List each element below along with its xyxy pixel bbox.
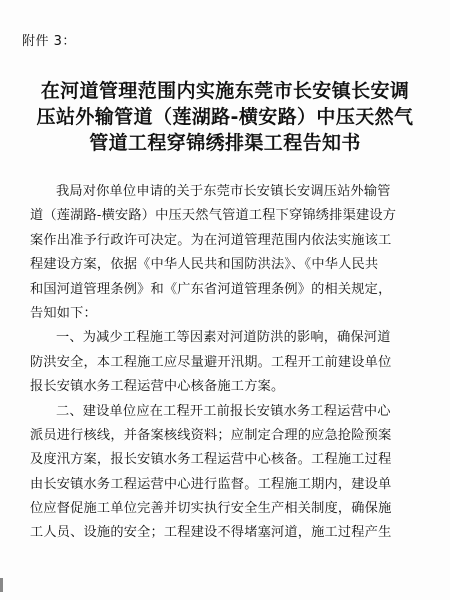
title-line-1: 在河道管理范围内实施东莞市长安镇长安调 <box>40 80 410 102</box>
body-line: 道（莲湖路-横安路）中压天然气管道工程下穿锦绣排渠建设方 <box>30 208 397 224</box>
body-line: 及度汛方案，报长安镇水务工程运营中心核备。工程施工过程 <box>30 452 392 468</box>
body-line: 防洪安全，本工程施工应尽量避开汛期。工程开工前建设单位 <box>30 354 392 370</box>
document-title <box>20 78 430 156</box>
title-line-2: 压站外输管道（莲湖路-横安路）中压天然气 <box>36 106 414 128</box>
body-line: 报长安镇水务工程运营中心核备施工方案。 <box>30 379 285 395</box>
body-line: 案作出准予行政许可决定。为在河道管理范围内依法实施该工 <box>30 232 392 248</box>
body-line: 位应督促施工单位完善并切实执行安全生产相关制度，确保施 <box>30 501 392 517</box>
body-line: 由长安镇水务工程运营中心进行监督。工程施工期内，建设单 <box>30 476 392 492</box>
body-line: 告知如下： <box>30 305 97 321</box>
body-line: 二、建设单位应在工程开工前报长安镇水务工程运营中心 <box>56 403 391 419</box>
page-edge-mark <box>0 578 3 592</box>
body-line: 一、为减少工程施工等因素对河道防洪的影响，确保河道 <box>56 330 391 346</box>
body-line: 和国河道管理条例》和《广东省河道管理条例》的相关规定， <box>30 281 392 297</box>
title-line-3: 管道工程穿锦绣排渠工程告知书 <box>89 132 361 154</box>
attachment-label: 附件 3： <box>22 34 76 49</box>
body-line: 工人员、设施的安全；工程建设不得堵塞河道，施工过程产生 <box>30 525 392 541</box>
body-line: 程建设方案，依据《中华人民共和国防洪法》、《中华人民共 <box>30 257 379 273</box>
document-body <box>30 180 424 546</box>
body-line: 我局对你单位申请的关于东莞市长安镇长安调压站外输管 <box>56 184 391 199</box>
body-line: 派员进行核线，并备案核线资料；应制定合理的应急抢险预案 <box>30 427 392 443</box>
